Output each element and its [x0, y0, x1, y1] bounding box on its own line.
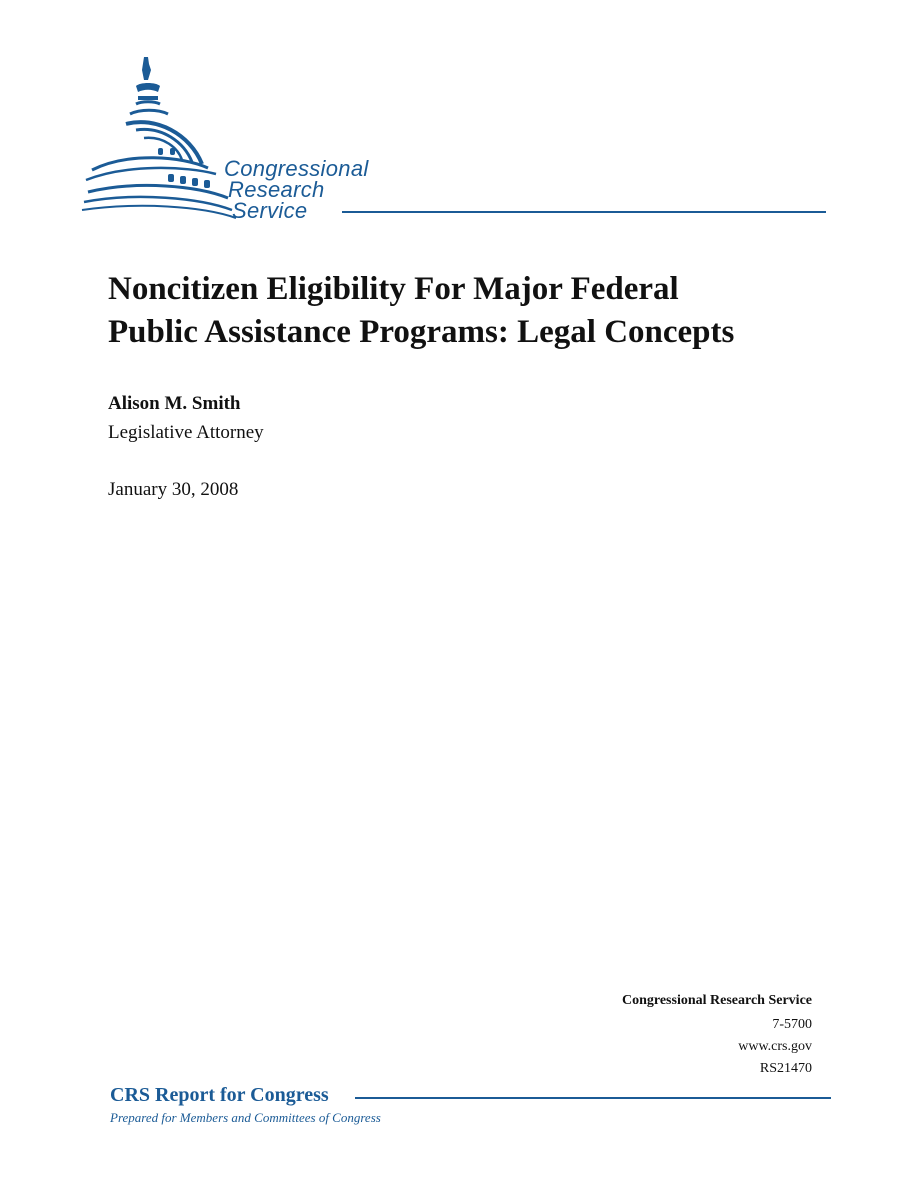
logo-word-service: Service: [232, 198, 308, 223]
capitol-dome-icon: [78, 52, 238, 227]
footer-rule: [355, 1097, 831, 1099]
footer-title: CRS Report for Congress: [110, 1084, 329, 1106]
logo-word-congressional: Congressional: [224, 156, 369, 181]
report-title-line-2: Public Assistance Programs: Legal Concepts: [108, 314, 735, 350]
publisher-info: [622, 990, 812, 1080]
logo-rule: [342, 211, 826, 213]
report-title: [108, 268, 808, 354]
crs-logo: [78, 52, 838, 227]
footer-subtitle: Prepared for Members and Committees of Congress: [110, 1110, 381, 1125]
publisher-website: www.crs.gov: [738, 1039, 812, 1054]
publisher-org: Congressional Research Service: [621, 993, 812, 1008]
author-name: Alison M. Smith: [108, 393, 241, 414]
logo-word-research: Research: [228, 177, 325, 202]
author-role: Legislative Attorney: [108, 422, 264, 443]
publisher-code: 7-5700: [772, 1017, 812, 1032]
report-title-line-1: Noncitizen Eligibility For Major Federal: [108, 271, 679, 307]
report-number: RS21470: [759, 1061, 812, 1076]
report-date: January 30, 2008: [108, 479, 239, 500]
